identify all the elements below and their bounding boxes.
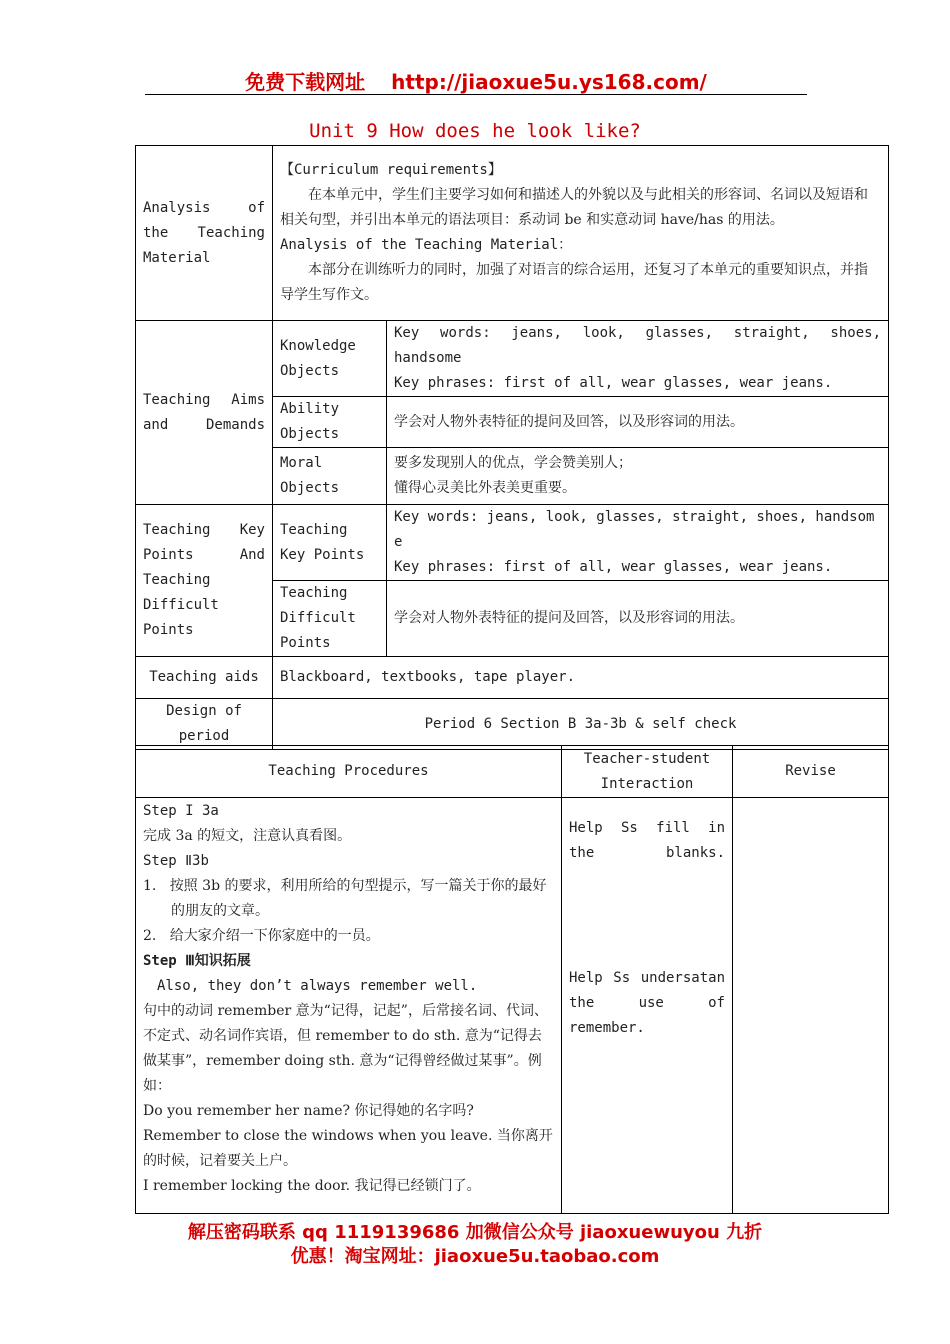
revise-cell[interactable]: [733, 798, 889, 1214]
revise-column-header: Revise: [733, 746, 889, 798]
example-2: Remember to close the windows when you leave. 当你离开的时候，记着要关上户。: [143, 1128, 553, 1169]
moral-label: Moral Objects: [273, 448, 387, 505]
header-divider: [145, 94, 807, 95]
key-points-label: Teaching Key Points And Teaching Difficult Points: [136, 505, 273, 657]
knowledge-words: Key words: jeans, look, glasses, straight, shoes, handsome: [394, 325, 881, 366]
key-points-phrases: Key phrases: first of all, wear glasses, wear jeans.: [394, 559, 833, 575]
aims-label: Teaching Aims and Demands: [136, 321, 273, 505]
step2-item-1-number: 1.: [143, 878, 157, 894]
procedures-content: [136, 798, 562, 1214]
lesson-plan-table: [135, 145, 889, 750]
period-value: Period 6 Section B 3a-3b & self check: [273, 699, 889, 750]
ability-text: 学会对人物外表特征的提问及回答，以及形容词的用法。: [387, 397, 889, 448]
footer-line-1: 解压密码联系 qq 1119139686 加微信公众号 jiaoxuewuyou 九折: [187, 1222, 763, 1243]
period-label: Design of period: [136, 699, 273, 750]
knowledge-label: Knowledge Objects: [273, 321, 387, 397]
difficult-points-label: Teaching Difficult Points: [273, 581, 387, 657]
key-points-sublabel: Teaching Key Points: [273, 505, 387, 581]
interaction-note-2-text: Help Ss undersatan the use of remember.: [569, 970, 725, 1036]
key-points-words: Key words: jeans, look, glasses, straight, shoes, handsome: [394, 509, 875, 550]
analysis-row: [136, 146, 889, 321]
moral-text-2: 懂得心灵美比外表美更重要。: [394, 480, 576, 496]
material-heading: Analysis of the Teaching Material：: [280, 237, 573, 253]
key-points-row: [136, 505, 889, 581]
step2-item-2: [143, 924, 554, 949]
footer-line-2: 优惠！淘宝网址：jiaoxue5u.taobao.com: [290, 1246, 660, 1267]
page-title: Unit 9 How does he look like?: [309, 120, 641, 142]
interaction-note-1: [569, 816, 725, 866]
material-text: 本部分在训练听力的同时，加强了对语言的综合运用，还复习了本单元的重要知识点，并指导学生写作文。: [280, 262, 868, 303]
page-header: [145, 66, 807, 95]
analysis-label: Analysis of the Teaching Material: [136, 146, 273, 321]
interaction-note-1-text: Help Ss fill in the blanks.: [569, 820, 725, 861]
step2-item-1-text: 按照 3b 的要求，利用所给的句型提示，写一篇关于你的最好的朋友的文章。: [169, 878, 547, 919]
period-row: [136, 699, 889, 750]
step2-item-2-text: 给大家介绍一下你家庭中的一员。: [169, 928, 380, 944]
step2-item-1: [143, 874, 554, 924]
procedures-table: [135, 745, 889, 1214]
example-1: Do you remember her name? 你记得她的名字吗?: [143, 1103, 474, 1119]
step3-text: 句中的动词 remember 意为“记得，记起”，后常接名词、代词、不定式、动名词作宾语，但 remember to do sth. 意为“记得去做某事”，remember doing sth. 意为“记得曾经做过某事”。例如：: [143, 1003, 548, 1094]
step3-title: Step Ⅲ知识拓展: [143, 953, 251, 969]
aids-row: [136, 657, 889, 699]
curriculum-text: 在本单元中，学生们主要学习如何和描述人的外貌以及与此相关的形容词、名词以及短语和相关句型，并引出本单元的语法项目：系动词 be 和实意动词 have/has 的用法。: [280, 187, 868, 228]
interaction-content: [562, 798, 733, 1214]
procedures-body-row: [136, 798, 889, 1214]
aids-value: Blackboard, textbooks, tape player.: [273, 657, 889, 699]
ability-label: Ability Objects: [273, 397, 387, 448]
aids-label: Teaching aids: [136, 657, 273, 699]
knowledge-row: [136, 321, 889, 397]
interaction-spacer: [569, 866, 725, 966]
interaction-column-header: Teacher-student Interaction: [562, 746, 733, 798]
example-3: I remember locking the door. 我记得已经锁门了。: [143, 1178, 481, 1194]
header-url-link[interactable]: http://jiaoxue5u.ys168.com/: [391, 70, 707, 94]
header-site-label: 免费下载网址: [245, 70, 366, 94]
procedures-header-row: [136, 746, 889, 798]
step2-title: Step Ⅱ3b: [143, 853, 209, 869]
procedures-column-header: Teaching Procedures: [136, 746, 562, 798]
difficult-points-text: 学会对人物外表特征的提问及回答，以及形容词的用法。: [387, 581, 889, 657]
step2-item-2-number: 2.: [143, 928, 157, 944]
curriculum-heading: 【Curriculum requirements】: [280, 162, 502, 178]
step3-example: Also, they don’t always remember well.: [157, 978, 478, 994]
interaction-note-2: [569, 966, 725, 1041]
moral-text-1: 要多发现别人的优点，学会赞美别人；: [394, 455, 632, 471]
analysis-content: [273, 146, 889, 321]
knowledge-phrases: Key phrases: first of all, wear glasses, wear jeans.: [394, 375, 833, 391]
step1-title: Step I 3a: [143, 803, 219, 819]
step1-text: 完成 3a 的短文，注意认真看图。: [143, 828, 352, 844]
